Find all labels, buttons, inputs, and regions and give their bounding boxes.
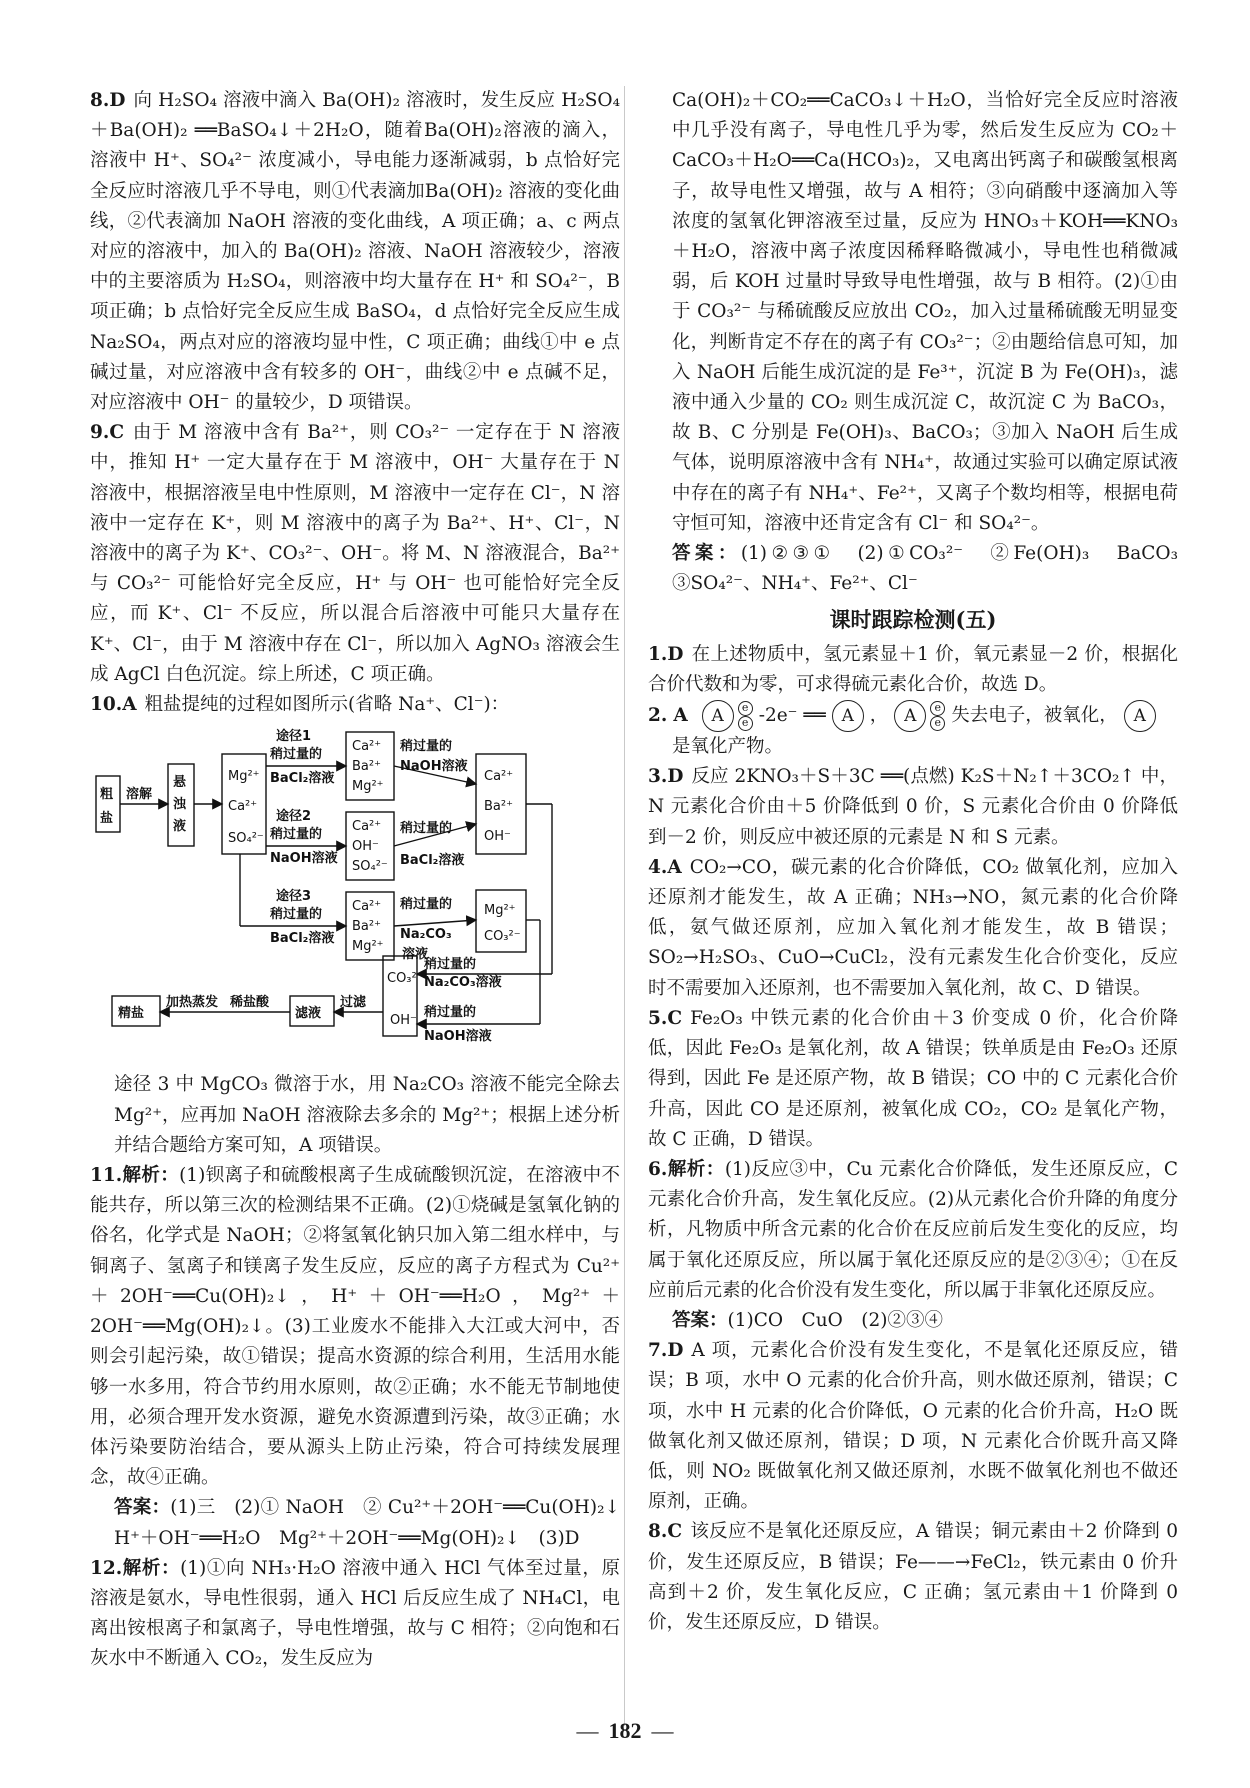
left-column (90, 86, 639, 1675)
question-number: 8. (90, 90, 110, 111)
comma: ， (869, 704, 889, 726)
dissolve-label: 溶解 (126, 787, 153, 803)
electron-pair-icon (930, 701, 945, 731)
ion-label: Ba²⁺ (352, 919, 381, 935)
reagent-label: Na₂CO₃溶液 (424, 975, 502, 991)
explanation-text: 在上述物质中，氢元素显＋1 价，氧元素显－2 价，根据化合价代数和为零，可求得硫元素化合价，故选 D。 (648, 643, 1178, 695)
answer-letter: D (667, 766, 684, 788)
question-number: 6. (648, 1158, 668, 1180)
question-r4 (648, 853, 1178, 1004)
answer-letter: A (122, 694, 137, 716)
question-11 (90, 1161, 620, 1493)
ion-label: Ba²⁺ (484, 799, 513, 815)
ion-label: Ba²⁺ (352, 759, 381, 775)
atom-symbol: A (702, 700, 734, 732)
answer-label: 答案： (672, 543, 741, 565)
electron-pair-icon (738, 701, 753, 731)
answer-label: 答案： (114, 1497, 171, 1519)
crude-salt-label: 粗 (100, 787, 114, 803)
reagent-label: NaOH溶液 (400, 759, 468, 775)
explanation-text: 是氧化产物。 (672, 736, 784, 758)
suspension-label-3: 液 (173, 819, 187, 835)
ion-label: CO₃²⁻ (484, 929, 521, 945)
hcl-label: 稀盐酸 (230, 995, 270, 1011)
reagent-label: 稍过量的 (424, 957, 477, 973)
question-number: 8. (648, 1521, 668, 1543)
answer-letter: D (667, 1340, 684, 1362)
question-r8 (648, 1517, 1178, 1638)
route-2-label: 途径2 (276, 809, 312, 825)
page-number-value: 182 (608, 1718, 642, 1743)
answer-letter: D (667, 643, 684, 665)
answer-letter: C (667, 1521, 683, 1543)
ion-label: Ca²⁺ (484, 769, 514, 785)
question-r3 (648, 762, 1178, 853)
reagent-label: 稍过量的 (270, 747, 323, 763)
answer-letter: C (109, 422, 125, 444)
answer-label: 答案： (672, 1309, 728, 1331)
question-number: 4. (648, 856, 668, 878)
explanation-text: (1)反应③中，Cu 元素化合价降低，发生还原反应，C 元素化合价升高，发生氧化反应。(2)从元素化合价升降的角度分析，凡物质中所含元素的化合价在反应前后发生变化的反应，均属于氧化还原反应，所以属于氧化还原反应的是②③④；①在反应前后元素的化合价没有发生变化，所以属于非氧化还原反应。 (648, 1158, 1178, 1301)
reagent-label: 稍过量的 (400, 821, 453, 837)
answer-letter: C (667, 1007, 683, 1029)
question-number: 2. (648, 704, 668, 726)
suspension-label-2: 浊 (173, 797, 187, 813)
evaporate-label: 加热蒸发 (166, 995, 219, 1011)
ion-label: CO₃²⁻ (387, 971, 424, 987)
reagent-label: BaCl₂溶液 (270, 931, 335, 947)
page-dash-right: — (651, 1718, 674, 1743)
ion-label: Ca²⁺ (352, 739, 382, 755)
page-number (0, 1718, 1250, 1744)
question-12 (90, 1554, 620, 1675)
question-r2 (648, 700, 1178, 732)
ion-label: OH⁻ (352, 839, 379, 855)
answer-letter: A (667, 856, 682, 878)
answer-text: (1)CO CuO (2)②③④ (727, 1309, 943, 1331)
equals-sign: ══ (803, 704, 826, 726)
question-9 (90, 418, 620, 690)
reagent-label: BaCl₂溶液 (400, 853, 465, 869)
question-r1 (648, 640, 1178, 700)
explanation-text: 该反应不是氧化还原反应，A 错误；铜元素由＋2 价降到 0 价，发生还原反应，B 错误；Fe——→FeCl₂，铁元素由 0 价升高到＋2 价，发生氧化反应，C 正确；氢元素由＋1 价降到 0 价，发生还原反应，D 错误。 (648, 1521, 1178, 1633)
answer-11 (90, 1493, 639, 1553)
analysis-label: 解析： (122, 1165, 180, 1187)
filtrate-label: 滤液 (295, 1006, 322, 1022)
answer-letter: A (673, 704, 688, 726)
question-number: 9. (90, 422, 110, 444)
question-number: 7. (648, 1340, 668, 1362)
reagent-label: Na₂CO₃ (400, 927, 452, 943)
analysis-label: 解析： (667, 1158, 725, 1180)
ion-label: Mg²⁺ (352, 779, 384, 795)
electron-icon: e (930, 716, 945, 731)
question-number: 10. (90, 694, 123, 716)
minus-electrons-label: -2e⁻ (758, 704, 798, 726)
filter-label: 过滤 (340, 995, 367, 1011)
analysis-label: 解析： (122, 1557, 181, 1579)
ion-label: SO₄²⁻ (352, 859, 388, 875)
reagent-label: 稍过量的 (400, 897, 453, 913)
question-number: 1. (648, 643, 668, 665)
explanation-text: CO₂→CO，碳元素的化合价降低，CO₂ 做氧化剂，应加入还原剂才能发生，故 A 正确；NH₃→NO，氮元素的化合价降低，氨气做还原剂，应加入氧化剂才能发生，故 B 错误；SO₂→H₂SO₃、CuO→CuCl₂，没有元素发生化合价变化，反应时不需要加入还原剂，也不需要加入氧化剂，故 C、D 错误。 (648, 856, 1178, 999)
section-title: 课时跟踪检测(五) (829, 607, 997, 633)
page-dash-left: — (576, 1718, 599, 1743)
question-r7 (648, 1336, 1178, 1517)
salt-purification-flowchart (90, 724, 620, 1064)
explanation-text: Fe₂O₃ 中铁元素的化合价由＋3 价变成 0 价，化合价降低，因此 Fe₂O₃ 是氧化剂，故 A 错误；铁单质是由 Fe₂O₃ 还原得到，因此 Fe 是还原产物，故 B 错误；CO 中的 C 元素化合价升高，因此 CO 是还原剂，被氧化成 CO₂，CO₂ 是氧化产物，故 C 正确，D 错误。 (648, 1007, 1178, 1150)
electron-icon: e (738, 716, 753, 731)
reagent-label: 稍过量的 (424, 1005, 477, 1021)
explanation-text: 由于 M 溶液中含有 Ba²⁺，则 CO₃²⁻ 一定存在于 N 溶液中，推知 H⁺ 一定大量存在于 M 溶液中，OH⁻ 大量存在于 N 溶液中，根据溶液呈电中性原则，M 溶液中一定存在 Cl⁻，N 溶液中一定存在 K⁺，则 M 溶液中的离子为 Ba²⁺、H⁺、Cl⁻，N 溶液中的离子为 K⁺、CO₃²⁻、OH⁻。将 M、N 溶液混合，Ba²⁺ 与 CO₃²⁻ 可能恰好完全反应，H⁺ 与 OH⁻ 也可能恰好完全反应，而 K⁺、Cl⁻ 不反应，所以混合后溶液中可能只大量存在 K⁺、Cl⁻，由于 M 溶液中存在 Cl⁻，所以加入 AgNO₃ 溶液会生成 AgCl 白色沉淀。综上所述，C 项正确。 (90, 422, 620, 685)
reagent-label: NaOH溶液 (424, 1029, 492, 1045)
reagent-label: BaCl₂溶液 (270, 771, 335, 787)
electron-icon: e (738, 701, 753, 716)
answer-text: (1)三 (2)① NaOH ② Cu²⁺＋2OH⁻══Cu(OH)₂↓ H⁺＋OH⁻══H₂O Mg²⁺＋2OH⁻══Mg(OH)₂↓ (3)D (114, 1497, 639, 1549)
explanation-text: 粗盐提纯的过程如图所示(省略 Na⁺、Cl⁻)： (144, 694, 510, 716)
atom-symbol: A (894, 700, 926, 732)
explanation-text: A 项，元素化合价没有发生变化，不是氧化还原反应，错误；B 项，水中 O 元素的化合价升高，则水做还原剂，错误；C 项，水中 H 元素的化合价降低，O 元素的化合价升高，H₂O 既做氧化剂又做还原剂，错误；D 项，N 元素化合价既升高又降低，则 NO₂ 既做氧化剂又做还原剂，水既不做氧化剂也不做还原剂，正确。 (648, 1340, 1178, 1513)
answer-text: (1)②③① (2)①CO₃²⁻ ②Fe(OH)₃ BaCO₃ ③SO₄²⁻、NH₄⁺、Fe²⁺、Cl⁻ (672, 543, 1197, 595)
right-column (648, 86, 1197, 1638)
column-divider (624, 86, 625, 1726)
question-number: 12. (90, 1557, 123, 1579)
ion-label: Mg²⁺ (228, 769, 260, 785)
answer-12 (648, 539, 1197, 599)
route-1-label: 途径1 (276, 729, 312, 745)
electron-icon: e (930, 701, 945, 716)
reagent-label: NaOH溶液 (270, 851, 338, 867)
question-r6 (648, 1155, 1178, 1306)
suspension-label-1: 悬 (173, 775, 187, 791)
ion-label: Ca²⁺ (352, 899, 382, 915)
explanation-text: 失去电子，被氧化， (951, 704, 1118, 726)
ion-label: OH⁻ (390, 1013, 417, 1029)
reagent-label: 稍过量的 (270, 827, 323, 843)
question-number: 5. (648, 1007, 668, 1029)
refined-salt-label: 精盐 (118, 1006, 145, 1022)
explanation-text: 向 H₂SO₄ 溶液中滴入 Ba(OH)₂ 溶液时，发生反应 H₂SO₄＋Ba(OH)₂ ══BaSO₄↓＋2H₂O，随着Ba(OH)₂溶液的滴入，溶液中 H⁺、SO₄²⁻ 浓度减小，导电能力逐渐减弱，b 点恰好完全反应时溶液几乎不导电，则①代表滴加Ba(OH)₂ 溶液的变化曲线，②代表滴加 NaOH 溶液的变化曲线，A 项正确；a、c 两点对应的溶液中，加入的 Ba(OH)₂ 溶液、NaOH 溶液较少，溶液中的主要溶质为 H₂SO₄，则溶液中均大量存在 H⁺ 和 SO₄²⁻，B 项正确；b 点恰好完全反应生成 BaSO₄，d 点恰好完全反应生成 Na₂SO₄，两点对应的溶液均显中性，C 项正确；曲线①中 e 点碱过量，对应溶液中含有较多的 OH⁻，曲线②中 e 点碱不足，对应溶液中 OH⁻ 的量较少，D 项错误。 (90, 90, 620, 414)
reagent-label: 稍过量的 (270, 907, 323, 923)
ion-label: Ca²⁺ (228, 799, 258, 815)
explanation-text: 反应 2KNO₃＋S＋3C ══(点燃) K₂S＋N₂↑＋3CO₂↑ 中，N 元素化合价由＋5 价降低到 0 价，S 元素化合价由 0 价降低到－2 价，则反应中被还原的元素是 N 和 S 元素。 (648, 766, 1178, 848)
question-number: 11. (90, 1165, 123, 1187)
question-10 (90, 690, 620, 720)
question-8 (90, 86, 620, 418)
reagent-label: 溶液 (402, 947, 429, 963)
crude-salt-label-2: 盐 (100, 811, 114, 827)
explanation-text: 途径 3 中 MgCO₃ 微溶于水，用 Na₂CO₃ 溶液不能完全除去 Mg²⁺，应再加 NaOH 溶液除去多余的 Mg²⁺；根据上述分析并结合题给方案可知，A 项错误。 (114, 1074, 620, 1156)
atom-symbol: A (832, 700, 864, 732)
question-number: 3. (648, 766, 668, 788)
explanation-text: Ca(OH)₂＋CO₂══CaCO₃↓＋H₂O，当恰好完全反应时溶液中几乎没有离子，导电性几乎为零，然后发生反应为 CO₂＋CaCO₃＋H₂O══Ca(HCO₃)₂，又电离出钙离子和碳酸氢根离子，故导电性又增强，故与 A 相符；③向硝酸中逐滴加入等浓度的氢氧化钾溶液至过量，反应为 HNO₃＋KOH══KNO₃＋H₂O，溶液中离子浓度因稀释略微减小，导电性也稍微减弱，后 KOH 过量时导致导电性增强，故与 B 相符。(2)①由于 CO₃²⁻ 与稀硫酸反应放出 CO₂，加入过量稀硫酸无明显变化，判断肯定不存在的离子有 CO₃²⁻；②由题给信息可知，加入 NaOH 后能生成沉淀的是 Fe³⁺，沉淀 B 为 Fe(OH)₃，滤液中通入少量的 CO₂ 则生成沉淀 C，故沉淀 C 为 BaCO₃，故 B、C 分别是 Fe(OH)₃、BaCO₃；③加入 NaOH 后生成气体，说明原溶液中含有 NH₄⁺，故通过实验可以确定原试液中存在的离子有 NH₄⁺、Fe²⁺，又离子个数均相等，根据电荷守恒可知，溶液中还肯定含有 Cl⁻ 和 SO₄²⁻。 (672, 90, 1178, 534)
route-3-label: 途径3 (276, 889, 312, 905)
ion-label: SO₄²⁻ (228, 831, 264, 847)
answer-r6 (648, 1306, 1178, 1336)
ion-label: Mg²⁺ (352, 939, 384, 955)
explanation-text: (1)钡离子和硫酸根离子生成硫酸钡沉淀，在溶液中不能共存，所以第三次的检测结果不正确。(2)①烧碱是氢氧化钠的俗名，化学式是 NaOH；②将氢氧化钠只加入第二组水样中，与铜离子、氢离子和镁离子发生反应，反应的离子方程式为 Cu²⁺＋2OH⁻══Cu(OH)₂↓，H⁺＋OH⁻══H₂O，Mg²⁺＋2OH⁻══Mg(OH)₂↓。(3)工业废水不能排入大江或大河中，否则会引起污染，故①错误；提高水资源的综合利用，生活用水能够一水多用，符合节约用水原则，故②正确；水不能无节制地使用，必须合理开发水资源，避免水资源遭到污染，故③正确；水体污染要防治结合，要从源头上防止污染，符合可持续发展理念，故④正确。 (90, 1165, 620, 1489)
answer-letter: D (109, 90, 126, 111)
ion-label: Ca²⁺ (352, 819, 382, 835)
reagent-label: 稍过量的 (400, 739, 453, 755)
explanation-text: (1)①向 NH₃·H₂O 溶液中通入 HCl 气体至过量，原溶液是氨水，导电性很弱，通入 HCl 后反应生成了 NH₄Cl，电离出铵根离子和氯离子，导电性增强，故与 C 相符；②向饱和石灰水中不断通入 CO₂，发生反应为 (90, 1557, 620, 1670)
ion-label: Mg²⁺ (484, 903, 516, 919)
question-r5 (648, 1004, 1178, 1155)
atom-symbol: A (1124, 700, 1156, 732)
ion-label: OH⁻ (484, 829, 511, 845)
